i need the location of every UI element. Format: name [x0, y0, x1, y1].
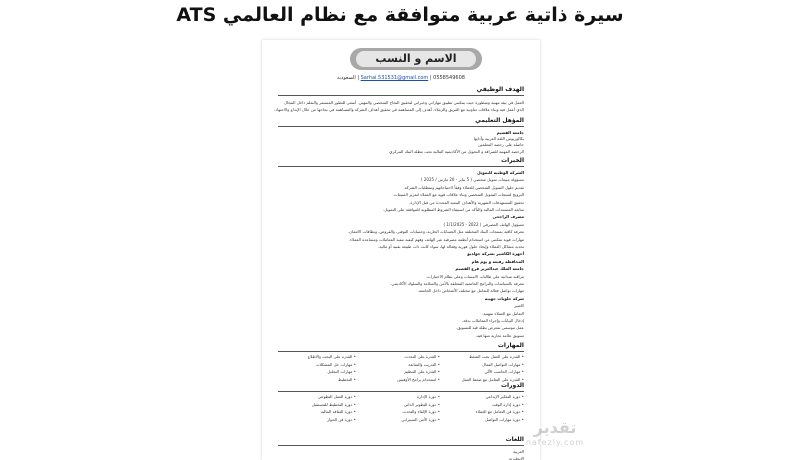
section-title-education: المؤهل التعليمي	[475, 117, 524, 124]
email-link[interactable]: Sarhai.531531@gmail.com	[360, 75, 429, 81]
grid-item: • مهارات التحليل	[327, 369, 356, 374]
text-line: الذي أعمل فيه وبناء علاقات تعاونية مع الفريق والزملاء. أهدف إلى المساهمة في تحقيق أهداف الشركة والمساهمة في نجاحها من خلال الإبداع والاجتهاد.	[274, 107, 524, 112]
grid-item: • القدرة على البحث والاطلاع	[307, 354, 356, 359]
text-line: الشركة الوطنية للتمويل	[477, 170, 524, 175]
text-line: شركة حلويات جهينة	[484, 295, 524, 301]
section-title-skills: المهارات	[497, 342, 524, 349]
text-line: تقديم حلول التمويل الشخصي للعملاء وفقاً لاحتياجاتهم ومتطلبات الشركة.	[403, 184, 524, 190]
contact-separator: |	[357, 75, 359, 81]
contact-separator: |	[429, 75, 432, 81]
grid-item: • دورة فن الحوار	[327, 416, 356, 422]
grid-row	[278, 409, 524, 417]
page-headline: سيرة ذاتية عربية متوافقة مع نظام العالمي ATS	[176, 4, 624, 26]
text-line: مصرف الراجحي	[492, 214, 524, 220]
text-line: مسؤول الهاتف المصرفي ( 2022 - 1/1/2025 )	[443, 221, 524, 227]
grid-row	[278, 377, 524, 385]
grid-item: • دورة الإدارة	[417, 394, 440, 399]
text-line: بكالوريوس اللغة العربية وآدابها	[473, 136, 524, 142]
grid-item: • دورة إدارة الوقت	[491, 401, 524, 407]
text-line: مهارات قوية تمكنني من استخدام أنظمة مصرفية عبر الهاتف وفهم كيفية تنفيذ المعاملات ومساعدة العملاء.	[348, 236, 524, 242]
grid-row	[278, 362, 524, 370]
section-title-languages: اللغات	[505, 436, 524, 443]
section-title-courses: الدورات	[500, 382, 524, 389]
grid-item: • مهارات التواصل الفعال	[482, 361, 524, 367]
grid-item: • دورة مهارات التواصل	[484, 416, 524, 422]
grid-item: • التخطيط	[337, 376, 356, 382]
grid-item: • دورة الثقافة المالية	[320, 409, 356, 414]
grid-item: • استخدام برامج الأوفيس	[397, 376, 440, 382]
section-divider	[278, 95, 524, 96]
grid-item: • القدرة على التنظيم	[404, 369, 440, 374]
phone-number: 0558549608	[433, 75, 465, 81]
section-title-experience: الخبرات	[501, 157, 524, 164]
watermark-url: nafezly.com	[525, 438, 585, 447]
section-title-objective: الهدف الوظيفي	[476, 86, 524, 93]
grid-item: • دورة الإلقاء والتحدث	[402, 409, 440, 414]
text-line: مهارات تواصل فعالة للتعامل مع مختلف الأشخاص داخل الجامعة.	[417, 288, 524, 294]
grid-item: • مهارات حل المشكلات	[315, 361, 356, 367]
text-line: معرفة كافية بمنتجات البنك المختلفة مثل الحسابات الجارية، وحسابات التوفير، والقروض، وبطاقات الائتمان.	[347, 229, 524, 235]
grid-item: • دورة العمل التطوعي	[317, 394, 356, 399]
text-line: تسويق علامة تجارية منها فيه.	[475, 332, 524, 338]
resume-page	[262, 40, 540, 460]
grid-item: • مهارات الحاسب الآلي	[484, 369, 524, 374]
grid-item: • القدرة على التحدث	[404, 354, 440, 359]
section-divider	[278, 166, 524, 167]
watermark	[500, 418, 610, 458]
contact-line	[278, 75, 524, 81]
text-line: أجهزة الكاشير بشركة جولديو	[467, 251, 524, 257]
text-line: العربية	[513, 449, 524, 454]
skills-grid	[278, 354, 524, 384]
text-line: حاصلة على رخصة المعلمين	[478, 142, 524, 148]
text-line: مسؤولة مبيعات تمويل شخصي ( 5 يناير - 20 مارس / 2025 )	[421, 177, 524, 183]
text-line: الترويج لمنتجات التمويل الشخصي وبناء علاقات قوية مع العملاء لتعزيز المبيعات.	[392, 192, 524, 198]
text-line: متابعة المستندات المالية والتأكد من استيفاء الشروط المطلوبة للموافقة على التمويل.	[382, 207, 524, 212]
text-line: مراقبة ميدانية على طالبات الانتساب وعلى نظام الاختبارات.	[425, 273, 524, 279]
text-line: العمل في بيئة مهنية ومتطورة حيث يمكنني تطبيق مهاراتي وخبراتي لتحقيق النجاح الشخصي والمهني. أسعى للتطور المستمر والتعلم داخل المجال	[284, 100, 524, 105]
section-divider	[278, 391, 524, 392]
country: السعودية	[337, 75, 356, 81]
watermark-logo: تقدير	[533, 418, 577, 437]
text-line: تحديد مشاكل العملاء وإيجاد حلول فورية وفعالة لها، سواء كانت ذات طبيعة تقنية أو مالية.	[378, 244, 524, 249]
grid-row	[278, 402, 524, 410]
text-line: الرخصة المهنية للصرافة و التحويل من الأكاديمية المالية تحت مظلة البنك المركزي	[389, 148, 524, 154]
text-line: عمل موسمي بمعرض بطلة فيه للتسويق.	[456, 325, 524, 331]
section-divider	[278, 126, 524, 127]
grid-item: • التدريب والمتابعة	[408, 361, 440, 367]
section-divider	[278, 351, 524, 352]
grid-item: • دورة التطوير الذاتي	[403, 401, 440, 407]
grid-row	[278, 417, 524, 425]
grid-item: • القدرة على التعامل مع ضغط العمل	[461, 376, 524, 382]
grid-item: • القدرة على العمل تحت الضغط	[469, 354, 524, 359]
grid-row	[278, 354, 524, 362]
text-line: كاشير	[514, 303, 524, 309]
grid-row	[278, 369, 524, 377]
text-line: معرفة بالسياسات والبرامج الجامعية المتعلقة بالأمن والسلامة والسلوك الأكاديمي.	[390, 281, 524, 286]
grid-item: • دورة التخطيط للمستقبل	[311, 401, 356, 407]
courses-grid	[278, 394, 524, 424]
grid-item: • دورة الأمن السيبراني	[401, 416, 440, 422]
resume-name: الاسم و النسب	[356, 51, 476, 67]
grid-row	[278, 394, 524, 402]
text-line: الإنجليزية	[508, 455, 524, 460]
grid-item: • دورة التفكير الإبداعي	[485, 394, 524, 399]
text-line: المحافظة رفيعة و يوم هام	[471, 258, 524, 264]
text-line: إدخال البيانات وإجراء المعاملات بدقة.	[462, 318, 524, 323]
section-divider	[278, 445, 524, 446]
grid-item: • دورة فن التعامل مع العملاء	[475, 409, 524, 414]
text-line: تحقيق المستهدفات الشهرية والأهداف البيعية المحددة من قبل الإدارة.	[409, 199, 524, 205]
text-line: جامعة القصيم	[496, 130, 524, 135]
name-badge	[350, 48, 482, 70]
text-line: جامعة الملك عبدالعزيز فرع القصيم	[455, 266, 524, 272]
text-line: التعامل مع العملاء بمهنية.	[482, 310, 524, 316]
